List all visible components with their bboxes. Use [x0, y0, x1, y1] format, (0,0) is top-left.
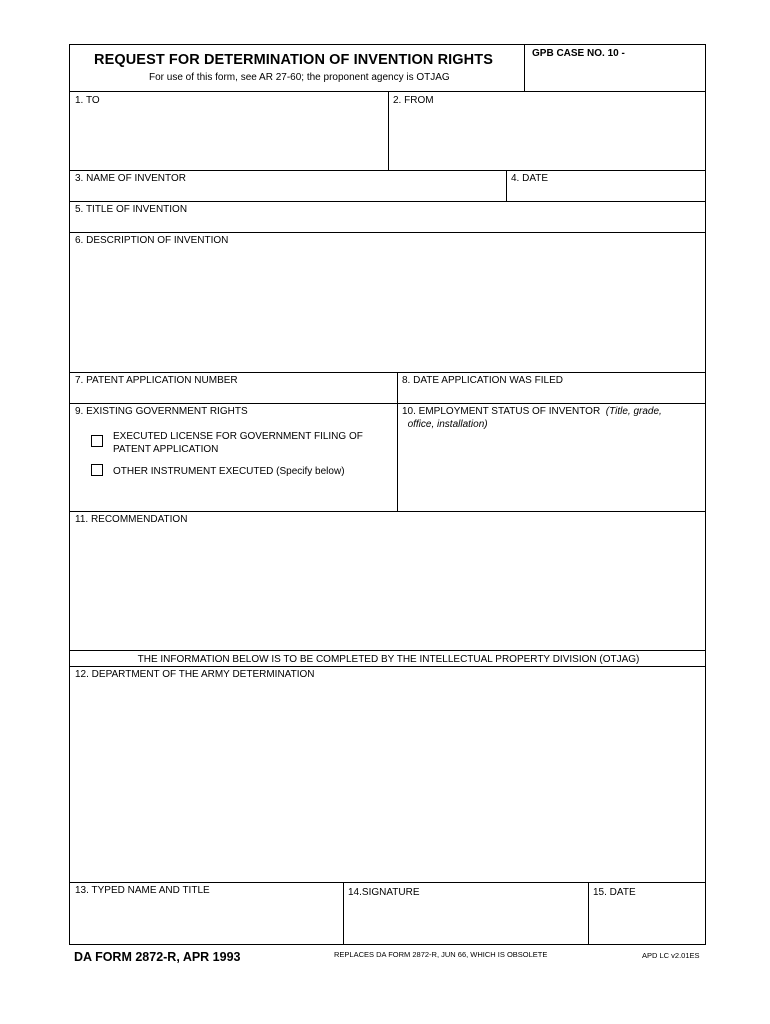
- row-rule: [70, 403, 705, 404]
- gpb-case-number-label: GPB CASE NO. 10 -: [532, 48, 625, 59]
- form-title: REQUEST FOR DETERMINATION OF INVENTION RIGHTS: [94, 52, 493, 68]
- executed-license-label: [113, 431, 363, 456]
- government-rights-label: 9. EXISTING GOVERNMENT RIGHTS: [75, 406, 248, 417]
- date-field[interactable]: 4. DATE: [511, 173, 549, 184]
- ipd-section-note: THE INFORMATION BELOW IS TO BE COMPLETED BY THE INTELLECTUAL PROPERTY DIVISION (OTJAG): [137, 654, 640, 665]
- patent-application-number-field[interactable]: 7. PATENT APPLICATION NUMBER: [75, 375, 238, 386]
- date-15-divider: [588, 882, 589, 944]
- signature-divider: [343, 882, 344, 944]
- executed-license-line-2: PATENT APPLICATION: [113, 443, 219, 455]
- employment-status-field[interactable]: [402, 406, 702, 431]
- row-7-9-divider: [397, 372, 398, 511]
- row-rule: [70, 650, 705, 651]
- army-determination-field[interactable]: 12. DEPARTMENT OF THE ARMY DETERMINATION: [75, 669, 315, 680]
- date-15-field[interactable]: 15. DATE: [593, 887, 636, 898]
- other-instrument-checkbox[interactable]: [91, 464, 103, 476]
- executed-license-checkbox[interactable]: [91, 435, 103, 447]
- typed-name-title-field[interactable]: 13. TYPED NAME AND TITLE: [75, 885, 210, 896]
- invention-title-field[interactable]: 5. TITLE OF INVENTION: [75, 204, 188, 215]
- row-rule: [70, 372, 705, 373]
- from-field[interactable]: 2. FROM: [393, 95, 434, 106]
- employment-status-label: 10. EMPLOYMENT STATUS OF INVENTOR: [402, 406, 601, 417]
- form-subtitle: For use of this form, see AR 27-60; the proponent agency is OTJAG: [149, 72, 450, 83]
- inventor-name-field[interactable]: 3. NAME OF INVENTOR: [75, 173, 186, 184]
- version-label: APD LC v2.01ES: [642, 951, 700, 960]
- invention-description-field[interactable]: 6. DESCRIPTION OF INVENTION: [75, 235, 229, 246]
- to-from-divider: [388, 91, 389, 170]
- date-application-filed-field[interactable]: 8. DATE APPLICATION WAS FILED: [402, 375, 563, 386]
- replaces-note: REPLACES DA FORM 2872-R, JUN 66, WHICH IS OBSOLETE: [334, 950, 548, 959]
- row-rule: [70, 666, 705, 667]
- row-rule: [70, 232, 705, 233]
- row-rule: [70, 201, 705, 202]
- header-divider: [524, 45, 525, 91]
- recommendation-field[interactable]: 11. RECOMMENDATION: [75, 514, 188, 525]
- row-rule: [70, 511, 705, 512]
- to-field[interactable]: 1. TO: [75, 95, 100, 106]
- row-rule: [70, 170, 705, 171]
- form-number: DA FORM 2872-R, APR 1993: [74, 950, 241, 964]
- signature-field[interactable]: 14.SIGNATURE: [348, 887, 420, 898]
- employment-status-hint-2: office, installation): [407, 418, 488, 430]
- executed-license-line-1: EXECUTED LICENSE FOR GOVERNMENT FILING OF: [113, 431, 363, 442]
- other-instrument-label: OTHER INSTRUMENT EXECUTED (Specify below): [113, 466, 345, 477]
- inventor-date-divider: [506, 170, 507, 201]
- invention-rights-form: [69, 44, 706, 945]
- row-rule: [70, 882, 705, 883]
- employment-status-hint-1: (Title, grade,: [605, 406, 662, 417]
